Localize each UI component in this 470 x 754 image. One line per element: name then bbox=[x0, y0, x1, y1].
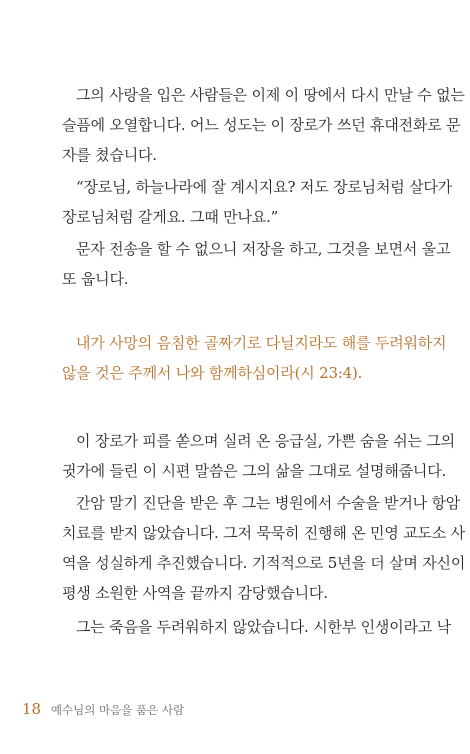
paragraph-6 bbox=[62, 612, 451, 642]
text-line: 평생 소원한 사역을 끝까지 감당했습니다. bbox=[62, 584, 328, 602]
scripture-quote-block bbox=[62, 328, 447, 388]
text-line: 문자 전송을 할 수 없으니 저장을 하고, 그것을 보면서 울고 bbox=[76, 240, 451, 258]
text-line: 장로님처럼 갈게요. 그때 만나요.” bbox=[62, 208, 279, 226]
text-line: 또 웁니다. bbox=[62, 270, 129, 288]
paragraph-3 bbox=[62, 234, 451, 294]
page-number: 18 bbox=[22, 700, 42, 718]
text-line: 치료를 받지 않았습니다. 그저 묵묵히 진행해 온 민영 교도소 사 bbox=[62, 524, 465, 542]
running-title: 예수님의 마음을 품은 사람 bbox=[50, 703, 185, 717]
paragraph-5 bbox=[62, 488, 466, 608]
paragraph-1 bbox=[62, 80, 465, 170]
text-line: 그의 사랑을 입은 사람들은 이제 이 땅에서 다시 만날 수 없는 bbox=[76, 86, 465, 104]
text-line: 슬픔에 오열합니다. 어느 성도는 이 장로가 쓰던 휴대전화로 문 bbox=[62, 116, 461, 134]
text-line: “장로님, 하늘나라에 잘 계시지요? 저도 장로님처럼 살다가 bbox=[76, 178, 452, 196]
text-line: 귓가에 들린 이 시편 말씀은 그의 삶을 그대로 설명해줍니다. bbox=[62, 462, 447, 480]
text-line: 간암 말기 진단을 받은 후 그는 병원에서 수술을 받거나 항암 bbox=[76, 494, 461, 512]
paragraph-4 bbox=[62, 426, 455, 486]
text-line: 그는 죽음을 두려워하지 않았습니다. 시한부 인생이라고 낙 bbox=[76, 618, 451, 636]
paragraph-2 bbox=[62, 172, 452, 232]
text-line: 역을 성실하게 추진했습니다. 기적적으로 5년을 더 살며 자신이 bbox=[62, 554, 466, 572]
text-line: 자를 쳤습니다. bbox=[62, 146, 157, 164]
quote-line: 내가 사망의 음침한 골짜기로 다닐지라도 해를 두려워하지 bbox=[76, 334, 447, 352]
page-footer bbox=[22, 700, 184, 718]
text-line: 이 장로가 피를 쏟으며 실려 온 응급실, 가쁜 숨을 쉬는 그의 bbox=[76, 432, 455, 450]
quote-line: 않을 것은 주께서 나와 함께하심이라(시 23:4). bbox=[62, 364, 363, 382]
